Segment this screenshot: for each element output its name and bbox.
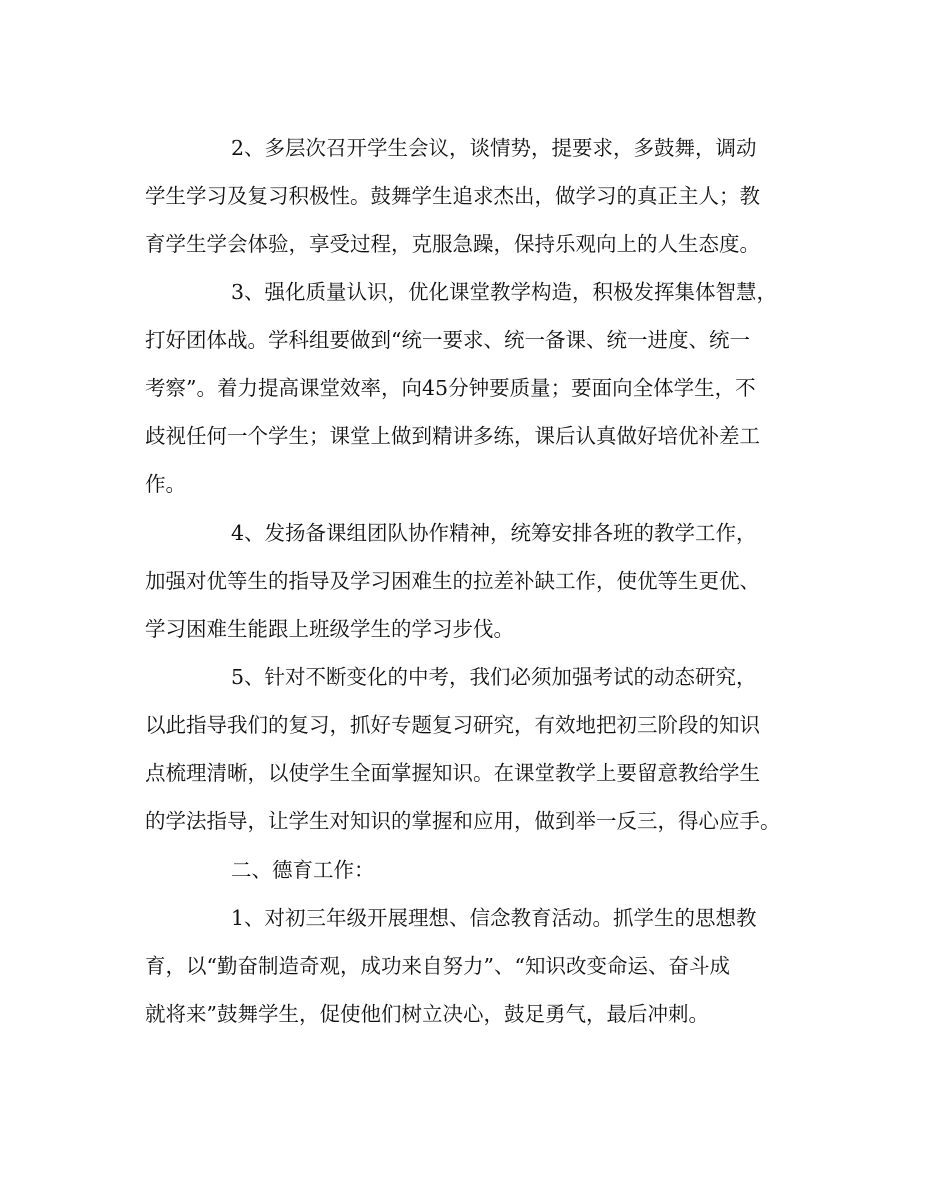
text-line: 学生学习及复习积极性。鼓舞学生追求杰出，做学习的真正主人；教 [145, 184, 760, 208]
text-line: 歧视任何一个学生；课堂上做到精讲多练，课后认真做好培优补差工 [145, 424, 760, 448]
text-line: 3、强化质量认识，优化课堂教学构造，积极发挥集体智慧， [231, 280, 778, 304]
text-line: 2、多层次召开学生会议，谈情势，提要求，多鼓舞，调动 [231, 136, 757, 160]
section-heading: 二、德育工作： [231, 858, 375, 882]
text-line: 以此指导我们的复习，抓好专题复习研究，有效地把初三阶段的知识 [145, 713, 760, 737]
text-line: 就将来”鼓舞学生，促使他们树立决心，鼓足勇气，最后冲刺。 [145, 1002, 709, 1026]
text-line: 打好团体战。学科组要做到“统一要求、统一备课、统一进度、统一 [145, 328, 750, 352]
text-line: 5、针对不断变化的中考，我们必须加强考试的动态研究， [231, 665, 757, 689]
text-line: 作。 [145, 472, 186, 496]
text-line: 育学生学会体验，享受过程，克服急躁，保持乐观向上的人生态度。 [145, 232, 760, 256]
text-line: 育，以“勤奋制造奇观，成功来自努力”、“知识改变命运、奋斗成 [145, 954, 730, 978]
text-line: 点梳理清晰，以使学生全面掌握知识。在课堂教学上要留意教给学生 [145, 761, 760, 785]
text-line: 4、发扬备课组团队协作精神，统筹安排各班的教学工作， [231, 521, 757, 545]
text-line: 的学法指导，让学生对知识的掌握和应用，做到举一反三，得心应手。 [145, 809, 781, 833]
text-line: 学习困难生能跟上班级学生的学习步伐。 [145, 617, 514, 641]
text-line: 1、对初三年级开展理想、信念教育活动。抓学生的思想教 [231, 906, 757, 930]
text-line: 加强对优等生的指导及学习困难生的拉差补缺工作，使优等生更优、 [145, 569, 760, 593]
text-line: 考察”。着力提高课堂效率，向45分钟要质量；要面向全体学生，不 [145, 376, 756, 400]
